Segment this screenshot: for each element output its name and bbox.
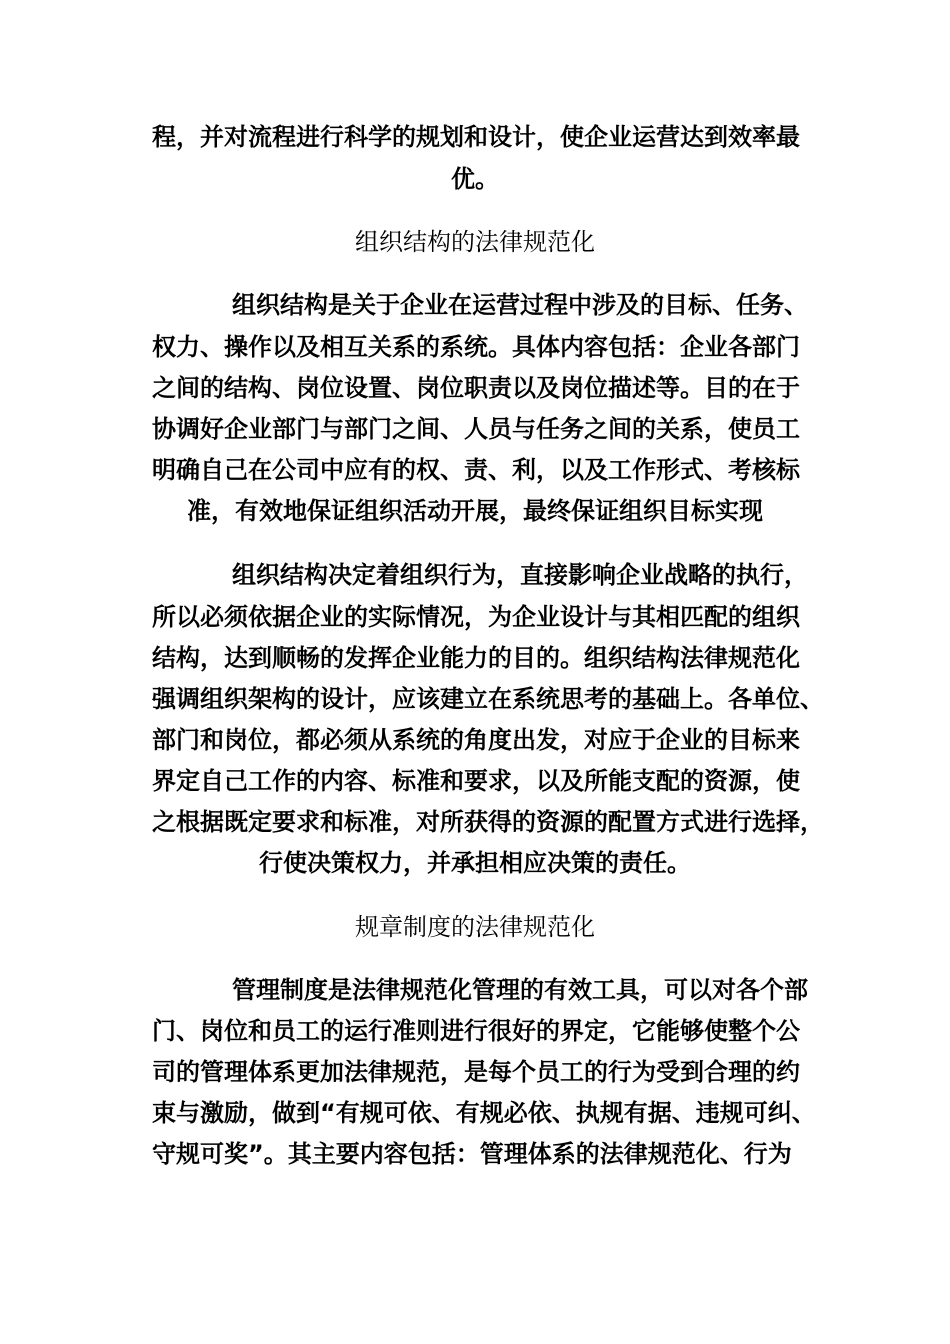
section-heading-organization: 组织结构的法律规范化 [355,228,595,256]
para3-line-4: 束与激励，做到“有规可依、有规必依、执规有据、违规可纠、 [152,1099,816,1127]
para2-line-8: 行使决策权力，并承担相应决策的责任。 [259,849,691,877]
para3-line-1: 管理制度是法律规范化管理的有效工具，可以对各个部 [232,976,808,1004]
para1-line-4: 协调好企业部门与部门之间、人员与任务之间的关系，使员工 [152,415,800,443]
para2-line-4: 强调组织架构的设计，应该建立在系统思考的基础上。各单位、 [152,685,824,713]
para1-line-6: 准，有效地保证组织活动开展，最终保证组织目标实现 [187,497,763,525]
para1-line-2: 权力、操作以及相互关系的系统。具体内容包括：企业各部门 [152,333,800,361]
para3-line-3: 司的管理体系更加法律规范，是每个员工的行为受到合理的约 [152,1058,800,1086]
section-heading-regulations: 规章制度的法律规范化 [355,913,595,941]
para1-line-3: 之间的结构、岗位设置、岗位职责以及岗位描述等。目的在于 [152,374,800,402]
para3-line-5: 守规可奖”。其主要内容包括：管理体系的法律规范化、行为 [152,1140,792,1168]
para2-line-3: 结构，达到顺畅的发挥企业能力的目的。组织结构法律规范化 [152,644,800,672]
intro-line-2: 优。 [451,165,499,193]
para2-line-7: 之根据既定要求和标准，对所获得的资源的配置方式进行选择， [152,808,824,836]
para3-line-2: 门、岗位和员工的运行准则进行很好的界定，它能够使整个公 [152,1017,800,1045]
para2-line-1: 组织结构决定着组织行为，直接影响企业战略的执行， [232,561,808,589]
para1-line-5: 明确自己在公司中应有的权、责、利，以及工作形式、考核标 [152,456,800,484]
para2-line-2: 所以必须依据企业的实际情况，为企业设计与其相匹配的组织 [152,603,800,631]
para1-line-1: 组织结构是关于企业在运营过程中涉及的目标、任务、 [232,291,808,319]
intro-line-1: 程，并对流程进行科学的规划和设计，使企业运营达到效率最 [152,123,800,151]
para2-line-6: 界定自己工作的内容、标准和要求，以及所能支配的资源，使 [152,767,800,795]
para2-line-5: 部门和岗位，都必须从系统的角度出发，对应于企业的目标来 [152,726,800,754]
